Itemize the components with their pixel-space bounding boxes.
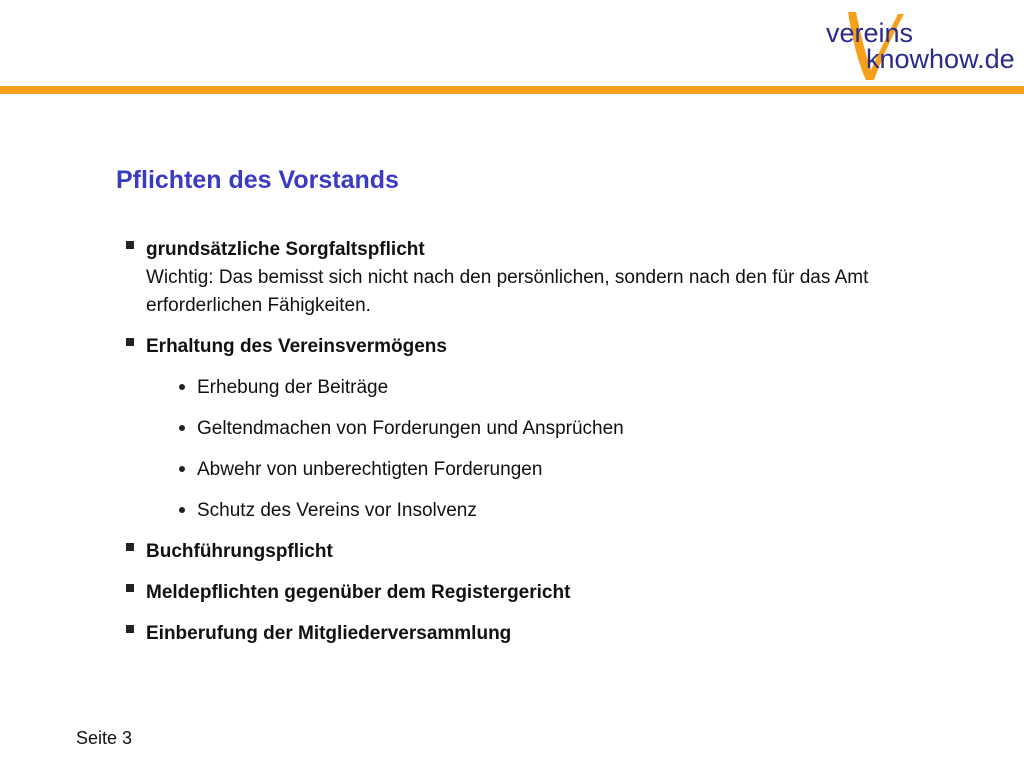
header-bar [0, 86, 1024, 94]
sub-list-item [146, 374, 924, 402]
sub-list-item [146, 415, 924, 443]
logo-text-line2: knowhow.de [866, 44, 1015, 74]
dot-bullet-icon [179, 384, 185, 390]
square-bullet-icon [126, 338, 134, 346]
list-item [124, 579, 924, 607]
square-bullet-icon [126, 584, 134, 592]
sub-list-item-text: Erhebung der Beiträge [197, 377, 389, 398]
list-item-heading: Einberufung der Mitgliederversammlung [146, 623, 512, 644]
square-bullet-icon [126, 241, 134, 249]
sub-list-item-text: Abwehr von unberechtigten Forderungen [197, 459, 543, 480]
sub-list-item [146, 497, 924, 525]
list-item-heading: Meldepflichten gegenüber dem Registergericht [146, 582, 571, 603]
dot-bullet-icon [179, 425, 185, 431]
sub-list-item-text: Geltendmachen von Forderungen und Ansprüchen [197, 418, 624, 439]
logo-text-line1: vereins [826, 18, 914, 48]
dot-bullet-icon [179, 466, 185, 472]
list-item [124, 538, 924, 566]
square-bullet-icon [126, 543, 134, 551]
list-item [124, 620, 924, 648]
square-bullet-icon [126, 625, 134, 633]
dot-bullet-icon [179, 507, 185, 513]
bullet-list [124, 236, 924, 648]
list-item-description: Wichtig: Das bemisst sich nicht nach den persönlichen, sondern nach den für das Amt erforderlichen Fähigkeiten. [146, 267, 869, 316]
logo-graphic [820, 8, 1015, 84]
list-item-heading: grundsätzliche Sorgfaltspflicht [146, 239, 425, 260]
page-number: Seite 3 [76, 728, 133, 748]
list-item-heading: Buchführungspflicht [146, 541, 333, 562]
list-item [124, 333, 924, 525]
list-item-heading: Erhaltung des Vereinsvermögens [146, 336, 447, 357]
vereinsknowhow-logo [820, 8, 1015, 84]
slide-title: Pflichten des Vorstands [116, 166, 399, 194]
sub-list-item-text: Schutz des Vereins vor Insolvenz [197, 500, 477, 521]
sub-list-item [146, 456, 924, 484]
list-item [124, 236, 924, 320]
